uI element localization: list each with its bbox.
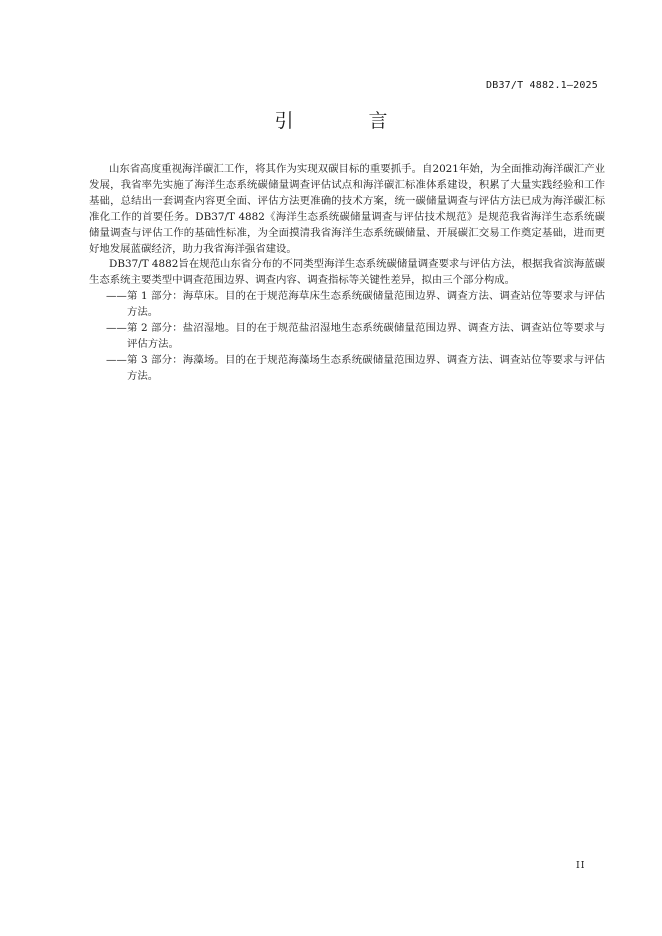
part-list-item: ——第 3 部分：海藻场。目的在于规范海藻场生态系统碳储量范围边界、调查方法、调查站位等要求与评估方法。 <box>106 353 605 382</box>
document-code: DB37/T 4882.1—2025 <box>486 80 598 91</box>
introduction-body <box>89 162 605 385</box>
page-number: II <box>576 860 586 871</box>
part-list-item: ——第 2 部分：盐沼湿地。目的在于规范盐沼湿地生态系统碳储量范围边界、调查方法、调查站位等要求与评估方法。 <box>106 322 605 350</box>
page-title: 引 言 <box>274 110 416 132</box>
part-list-item: ——第 1 部分：海草床。目的在于规范海草床生态系统碳储量范围边界、调查方法、调查站位等要求与评估方法。 <box>106 290 605 319</box>
intro-paragraph: 山东省高度重视海洋碳汇工作，将其作为实现双碳目标的重要抓手。自2021年始，为全面推动海洋碳汇产业发展，我省率先实施了海洋生态系统碳储量调查评估试点和海洋碳汇标准体系建设，积累了大量实践经验和工作基础，总结出一套调查内容更全面、评估方法更准确的技术方案，统一碳储量调查与评估方法已成为海洋碳汇标准化工作的首要任务。DB37/T 4882《海洋生态系统碳储量调查与评估技术规范》是规范我省海洋生态系统碳储量调查与评估工作的基础性标准，为全面摸清我省海洋生态系统碳储量、开展碳汇交易工作奠定基础，进而更好地发展蓝碳经济，助力我省海洋强省建设。 <box>89 163 605 255</box>
scope-paragraph: DB37/T 4882旨在规范山东省分布的不同类型海洋生态系统碳储量调查要求与评估方法，根据我省滨海蓝碳生态系统主要类型中调查范围边界、调查内容、调查指标等关键性差异，拟由三个部分构成。 <box>89 258 605 287</box>
